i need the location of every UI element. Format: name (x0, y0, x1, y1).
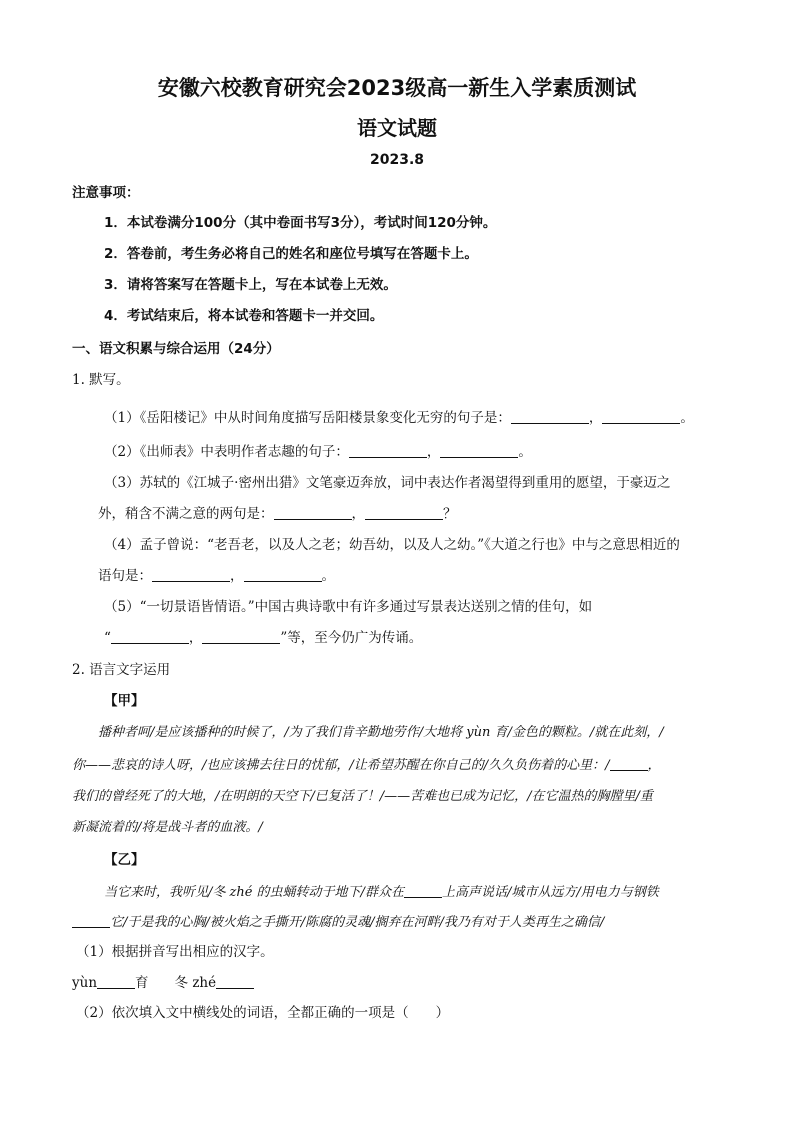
notice-item: 2．答卷前，考生务必将自己的姓名和座位号填写在答题卡上。 (104, 246, 478, 262)
question-1-stem: 1. 默写。 (72, 372, 130, 388)
answer-blank[interactable] (365, 505, 443, 520)
notice-item: 4．考试结束后，将本试卷和答题卡一并交回。 (104, 308, 384, 324)
exam-subtitle: 语文试题 (357, 116, 437, 140)
answer-blank[interactable] (97, 974, 135, 989)
answer-blank[interactable] (511, 409, 589, 424)
exam-date: 2023.8 (369, 152, 425, 168)
question-2-sub-1: （1）根据拼音写出相应的汉字。 (76, 944, 274, 960)
question-1-part-5: （5）“一切景语皆情语。”中国古典诗歌中有许多通过写景表达送别之情的佳句，如 (104, 599, 593, 615)
answer-blank[interactable] (404, 883, 442, 898)
answer-blank[interactable] (216, 974, 254, 989)
answer-blank[interactable] (152, 567, 230, 582)
question-1-part-1: （1）《岳阳楼记》中从时间角度描写岳阳楼景象变化无穷的句子是： ， 。 (104, 410, 694, 426)
passage-jia-line: 我们的曾经死了的大地，/在明朗的天空下/已复活了！/——苦难也已成为记忆，/在它温热的胸膛里/重 (72, 789, 653, 804)
question-2-sub-2: （2）依次填入文中横线处的词语，全都正确的一项是（ ） (76, 1005, 450, 1021)
question-2-stem: 2. 语言文字运用 (72, 662, 171, 678)
passage-jia-line: 新凝流着的/将是战斗者的血液。/ (72, 820, 263, 835)
passage-jia-line: 你——悲哀的诗人呀，/也应该拂去往日的忧郁，/让希望苏醒在你自己的/久久负伤着的心里：/ ， (72, 758, 661, 773)
answer-blank[interactable] (244, 567, 322, 582)
notice-heading: 注意事项： (72, 185, 140, 201)
answer-blank[interactable] (440, 443, 518, 458)
answer-blank[interactable] (274, 505, 352, 520)
section-heading: 一、语文积累与综合运用（24分） (72, 341, 280, 357)
question-1-part-4-cont: 语句是： ， 。 (98, 568, 335, 584)
passage-yi-line: 当它来时，我听见/冬 zhé 的虫蛹转动于地下/群众在 上高声说话/城市从远方/用电力与钢铁 (104, 885, 659, 900)
exam-title: 安徽六校教育研究会2023级高一新生入学素质测试 (157, 76, 637, 100)
question-1-part-2: （2）《出师表》中表明作者志趣的句子： ， 。 (104, 444, 532, 460)
answer-blank[interactable] (610, 756, 648, 771)
passage-yi-label: 【乙】 (104, 852, 145, 868)
passage-yi-line: 它/于是我的心胸/被火焰之手撕开/陈腐的灵魂/搁弃在河畔/我乃有对于人类再生之确信/ (72, 913, 604, 932)
question-1-part-3: （3）苏轼的《江城子·密州出猎》文笔豪迈奔放，词中表达作者渴望得到重用的愿望，于豪迈之 (104, 475, 671, 491)
passage-jia-label: 【甲】 (104, 693, 145, 709)
answer-blank[interactable] (72, 913, 110, 928)
question-2-sub-1-answers: yùn 育 冬 zhé (72, 974, 254, 992)
notice-item: 1．本试卷满分100分（其中卷面书写3分），考试时间120分钟。 (104, 215, 497, 231)
answer-blank[interactable] (349, 443, 427, 458)
answer-blank[interactable] (602, 409, 680, 424)
question-1-part-4: （4）孟子曾说：“老吾老，以及人之老；幼吾幼，以及人之幼。”《大道之行也》中与之意思相近的 (104, 537, 680, 553)
question-1-part-3-cont: 外，稍含不满之意的两句是： ， ？ (98, 506, 457, 522)
notice-item: 3．请将答案写在答题卡上，写在本试卷上无效。 (104, 277, 397, 293)
answer-blank[interactable] (111, 629, 189, 644)
answer-blank[interactable] (202, 629, 280, 644)
passage-jia-line: 播种者呵/是应该播种的时候了，/为了我们肯辛勤地劳作/大地将 yùn 育/金色的颗粒。/就在此刻，/ (98, 725, 664, 740)
question-1-part-5-cont: “ ， ”等，至今仍广为传诵。 (104, 630, 423, 646)
